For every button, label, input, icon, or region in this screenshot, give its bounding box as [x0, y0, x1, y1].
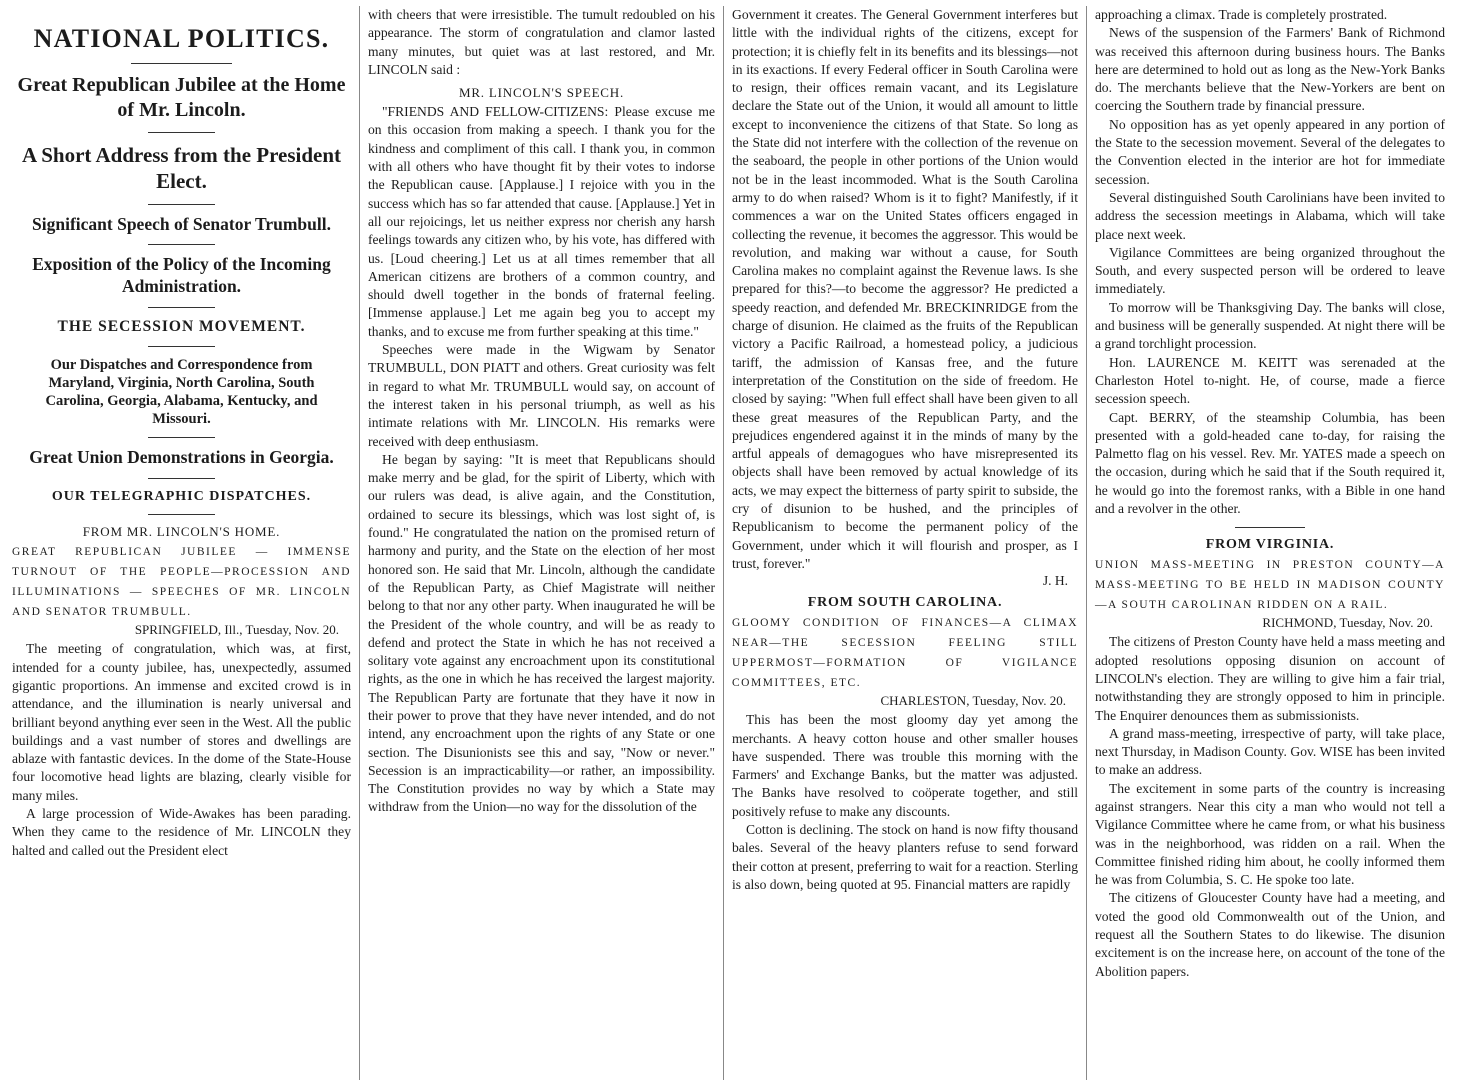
headline-jubilee: Great Republican Jubilee at the Home of Mr. Lincoln.: [17, 74, 346, 121]
column-2: [360, 6, 724, 1080]
divider: [148, 307, 216, 308]
divider: [131, 63, 233, 64]
divider: [148, 437, 216, 438]
paragraph: Government it creates. The General Government interferes but little with the individual rights of the citizens, except for protection; it is chiefly felt in its benefits and its blessings—not in its exactions. If every Federal officer in South Carolina were to resign, their offices remain vacant, and its Legislature declare the State out of the Union, it would all amount to little except to inconvenience the citizens of that State. So long as the State did not interfere with the collection of the revenue on the seaboard, the people in other portions of the Union would not be in the least incommoded. What is the South Carolina army to do when raised? Whom is it to fight? Manifestly, if it commences a war on the United States officers engaged in collecting the revenue, it becomes the aggressor. This would be revolution, and making war without a cause, for South Carolina makes no complaint against the Revenue laws. Is she prepared for this?—to become the aggressor? He predicted a speedy reaction, and defended Mr. BRECKINRIDGE from the charge of disunion. He claimed as the fruits of the Republican victory a Pacific Railroad, a homestead policy, a judicious tariff, the admission of Kansas free, and the future interpretation of the Constitution on the side of freedom. He closed by saying: "When full effect shall have been given to all these great measures of the Republican Party, and the prejudices engendered against it in the minds of many by the artful appeals of demagogues who have misrepresented its objects shall have been removed by actual knowledge of its acts, we may expect the bitterness of party spirit to subside, the cry of disunion to be hushed, and the principles of Republicanism to become the permanent policy of the Government, under which it will flourish and prosper, as I trust, forever.": [732, 7, 1078, 571]
headline-secession: THE SECESSION MOVEMENT.: [57, 318, 306, 336]
paragraph: with cheers that were irresistible. The tumult redoubled on his appearance. The storm of congratulation and clamor lasted many minutes, but quiet was at last restored, and Mr. LINCOLN said :: [368, 7, 715, 77]
paragraph: Several distinguished South Carolinians have been invited to address the secession meetings in Alabama, which will take place next week.: [1095, 189, 1445, 242]
paragraph: To morrow will be Thanksgiving Day. The banks will close, and business will be generally suspended. At night there will be a grand torchlight procession.: [1095, 299, 1445, 352]
divider: [148, 132, 216, 133]
divider: [148, 204, 216, 205]
paragraph: Vigilance Committees are being organized throughout the South, and every suspected person will be ordered to leave immediately.: [1095, 244, 1445, 297]
paragraph: "FRIENDS AND FELLOW-CITIZENS: Please excuse me on this occasion from making a speech. I thank you for the kindness and compliment of this call. I thank you, in common with all others who have thought fit by their votes to indorse the Republican cause. [Applause.] I rejoice with you in the success which has so far attended that cause. [Applause.] Yet in all our rejoicings, let us neither express nor cherish any harsh feelings towards any citizen who, by his vote, has differed with us. [Loud cheering.] Let us at all times remember that all American citizens are brothers of a common country, and should dwell together in the bonds of fraternal feeling. [Immense applause.] Let me again beg you to accept my thanks, and to excuse me from further speaking at this time.": [368, 104, 715, 339]
column-3: [724, 6, 1087, 1080]
paragraph: No opposition has as yet openly appeared in any portion of the State to the secession movement. Several of the delegates to the Convention elected in the interior are hot for immediate secession.: [1095, 116, 1445, 187]
paragraph: approaching a climax. Trade is completely prostrated.: [1095, 7, 1388, 22]
summary-text: UNION MASS-MEETING IN PRESTON COUNTY—A MASS-MEETING TO BE HELD IN MADISON COUNTY—A SOUTH CAROLINAN RIDDEN ON A RAIL.: [1095, 559, 1445, 612]
column-1: [4, 6, 360, 1080]
divider: [1235, 527, 1305, 528]
headline-telegraphic: OUR TELEGRAPHIC DISPATCHES.: [51, 488, 312, 504]
dateline: SPRINGFIELD, Ill., Tuesday, Nov. 20.: [134, 622, 339, 638]
divider: [148, 478, 216, 479]
summary-text: GLOOMY CONDITION OF FINANCES—A CLIMAX NEAR—THE SECESSION FEELING STILL UPPERMOST—FORMATION OF VIGILANCE COMMITTEES, ETC.: [732, 617, 1078, 690]
divider: [148, 346, 216, 347]
paragraph: The citizens of Gloucester County have had a meeting, and voted the good old Commonwealth out of the Union, and request all the Southern States to do likewise. The disunion excitement is on the increase here, on account of the tone of the Abolition papers.: [1095, 890, 1445, 979]
headline-short-address: A Short Address from the President Elect.: [21, 143, 342, 194]
paragraph: The citizens of Preston County have held a mass meeting and adopted resolutions opposing disunion on account of LINCOLN's election. They are willing to give him a fair trial, notwithstanding they are strongly opposed to him in principle. The Enquirer denounces them as submissionists.: [1095, 634, 1445, 723]
paragraph: The excitement in some parts of the country is increasing against strangers. Near this city a man who would not tell a Vigilance Committee where he came from, or what his business was in the neighborhood, was ridden on a rail. When the Committee finished riding him about, he coolly informed them he was from Columbia, S. C. He spoke too late.: [1095, 780, 1445, 888]
dateline: CHARLESTON, Tuesday, Nov. 20.: [880, 693, 1066, 709]
paragraph: Cotton is declining. The stock on hand is now fifty thousand bales. Several of the heavy planters refuse to send forward their cotton at present, preferring to wait for a reaction. Sterling is also down, being quoted at 95. Financial matters are rapidly: [732, 821, 1078, 892]
page-title: NATIONAL POLITICS.: [33, 24, 330, 53]
divider: [148, 244, 216, 245]
section-heading: FROM VIRGINIA.: [1205, 537, 1335, 553]
headline-dispatches: Our Dispatches and Correspondence from Maryland, Virginia, North Carolina, South Carolina, Georgia, Alabama, Kentucky, and Missouri.: [45, 356, 318, 427]
dateline: RICHMOND, Tuesday, Nov. 20.: [1262, 615, 1433, 631]
summary-text: GREAT REPUBLICAN JUBILEE — IMMENSE TURNOUT OF THE PEOPLE—PROCESSION AND ILLUMINATIONS — SPEECHES OF MR. LINCOLN AND SENATOR TRUMBULL.: [12, 546, 351, 619]
paragraph: Hon. LAURENCE M. KEITT was serenaded at the Charleston Hotel to-night. He, of course, made a fierce secession speech.: [1095, 354, 1445, 407]
paragraph: Capt. BERRY, of the steamship Columbia, has been presented with a gold-headed cane to-day, for raising the Palmetto flag on his vessel. Rev. Mr. YATES made a speech on the occasion, during which he said that if the South required it, he would go into the foremost ranks, with a Bible in one hand and a revolver in the other.: [1095, 409, 1445, 517]
headline-exposition: Exposition of the Policy of the Incoming Administration.: [32, 254, 331, 297]
paragraph: The meeting of congratulation, which was, at first, intended for a county jubilee, has, unexpectedly, assumed gigantic proportions. An immense and excited crowd is in attendance, and the illumination is nearly universal and brilliant beyond anything ever seen in the West. All the public buildings and a vast number of stores and dwellings are ablaze with fantastic devices. In the dome of the State-House four locomotive head lights are blazing, clearly visible for many miles.: [12, 641, 351, 803]
paragraph: Speeches were made in the Wigwam by Senator TRUMBULL, DON PIATT and others. Great curiosity was felt in regard to what Mr. TRUMBULL would say, on account of the interest taken in his personal triumph, as well as his intimate relations with Mr. LINCOLN. His remarks were received with deep enthusiasm.: [368, 342, 715, 449]
column-4: [1087, 6, 1453, 1080]
paragraph: A large procession of Wide-Awakes has been parading. When they came to the residence of Mr. LINCOLN they halted and called out the President elect: [12, 806, 351, 858]
headline-trumbull: Significant Speech of Senator Trumbull.: [32, 213, 331, 234]
section-heading: MR. LINCOLN'S SPEECH.: [458, 85, 625, 101]
paragraph: A grand mass-meeting, irrespective of party, will take place, next Thursday, in Madison County. Gov. WISE has been invited to make an address.: [1095, 725, 1445, 778]
divider: [148, 514, 216, 515]
signature: J. H.: [1042, 573, 1068, 589]
section-heading: FROM SOUTH CAROLINA.: [807, 595, 1003, 611]
paragraph: He began by saying: "It is meet that Republicans should make merry and be glad, for the spirit of Liberty, which with our rulers was dead, is alive again, and the Constitution, ordained to secure its blessings, which was lost sight of, is found." He congratulated the nation on the promised return of harmony and purity, and the State on the election of her most honored son. He said that Mr. Lincoln, although the candidate of the Republican Party, as Chief Magistrate will neither belong to that nor any other party. When inaugurated he will be the President of the whole country, and will be as ready to defend and protect the State in which he has not received a solitary vote against any encroachment upon its constitutional rights, as the one in which he has received the largest majority. The Republican Party are fortunate that they have it now in their power to prove that they have never intended, and do not intend, any encroachment upon the rights of any State or one section. The Disunionists see this and say, "Now or never." Secession is an impracticability—or rather, an impossibility. The Constitution provides no way by which a State may withdraw from the Union—no way for the dissolution of the: [368, 451, 715, 815]
paragraph: News of the suspension of the Farmers' Bank of Richmond was received this afternoon during business hours. The Banks here are determined to hold out as long as the New-York Banks do. The merchants believe that the New-Yorkers are bent on coercing the Southern trade by financial pressure.: [1095, 25, 1445, 114]
headline-union-georgia: Great Union Demonstrations in Georgia.: [29, 447, 334, 467]
paragraph: This has been the most gloomy day yet among the merchants. A heavy cotton house and other smaller houses have suspended. There was trouble this morning with the Farmers' and Exchange Banks, but the matter was adjusted. The Banks have resolved to coöperate together, and still positively refuse to make any discounts.: [732, 712, 1078, 819]
section-heading: FROM MR. LINCOLN'S HOME.: [82, 524, 281, 540]
